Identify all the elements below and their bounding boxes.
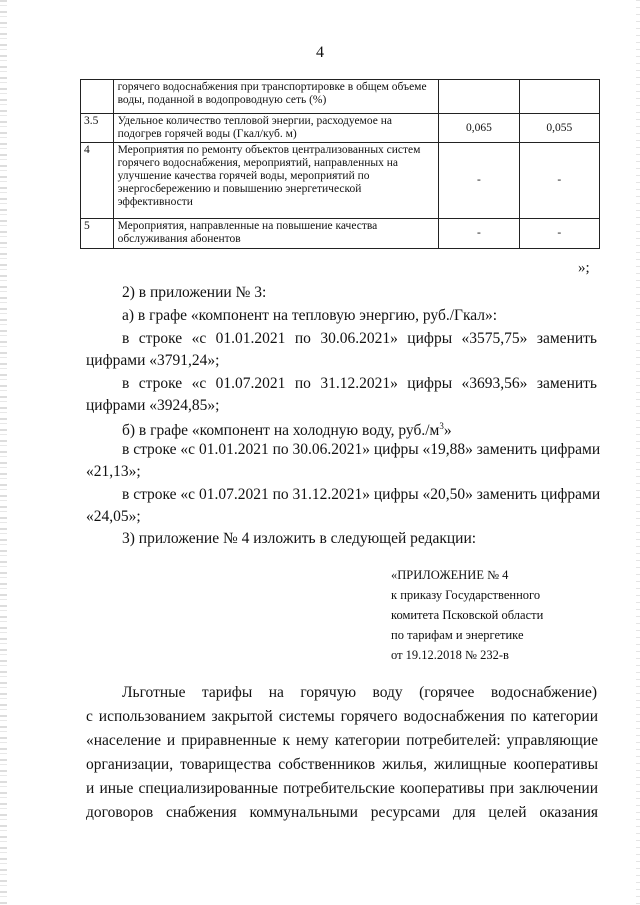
item-2b-superscript: 3 [439,421,444,431]
item-2b-text: б) в графе «компонент на холодную воду, руб./м [122,422,440,440]
appendix-title: «ПРИЛОЖЕНИЕ № 4 [391,568,509,582]
row-description: горячего водоснабжения при транспортировке в общем объеме воды, поданной в водопроводную сеть (%) [113,80,439,114]
item-2a-heading: а) в графе «компонент на тепловую энергию, руб./Гкал»: [122,307,498,324]
item-2b-quote: » [443,422,452,440]
row-number: 3.5 [81,114,114,143]
appendix-line: комитета Псковской области [391,608,544,622]
appendix-line: по тарифам и энергетике [391,628,524,642]
row-value-1: - [439,219,519,249]
item-2a-line-1: в строке «с 01.01.2021 по 30.06.2021» цифры «3575,75» заменить [122,330,597,347]
paragraph-line: договоров снабжения коммунальными ресурсами для целей оказания [86,804,598,821]
row-number: 5 [81,219,114,249]
row-description: Мероприятия по ремонту объектов централизованных систем горячего водоснабжения, мероприятий, направленных на улучшение качества горячей воды, мероприятий по энергосбережению и повышению энергетической эффективности [113,143,439,219]
paragraph-line: и иные специализированные потребительские кооперативы при заключении [86,780,598,797]
page-number: 4 [316,44,324,61]
row-description: Мероприятия, направленные на повышение качества обслуживания абонентов [113,219,439,249]
item-2b-line-1: в строке «с 01.01.2021 по 30.06.2021» цифры «19,88» заменить цифрами [122,441,601,458]
row-value-1: - [439,143,519,219]
row-value-2: - [519,219,599,249]
paragraph-line: с использованием закрытой системы горячего водоснабжения по категории [86,708,598,725]
item-2b-line-2-cont: «24,05»; [86,508,141,525]
item-2b-line-2: в строке «с 01.07.2021 по 31.12.2021» цифры «20,50» заменить цифрами [122,486,601,503]
paragraph-line: Льготные тарифы на горячую воду (горячее водоснабжение) [122,684,597,701]
item-2-heading: 2) в приложении № 3: [122,284,267,301]
appendix-date: от 19.12.2018 № 232-в [391,648,509,662]
item-2b-line-1-cont: «21,13»; [86,463,141,480]
row-value-2: - [519,143,599,219]
paragraph-line: «население и приравненные к нему категории потребителей: управляющие [86,732,598,749]
row-number: 4 [81,143,114,219]
paragraph-line: организации, товарищества собственников жилья, жилищные кооперативы [86,756,598,773]
row-value-2: 0,055 [519,114,599,143]
row-value-1: 0,065 [439,114,519,143]
appendix-line: к приказу Государственного [391,588,541,602]
item-2a-line-2: в строке «с 01.07.2021 по 31.12.2021» цифры «3693,56» заменить [122,375,597,392]
item-2a-line-1-cont: цифрами «3791,24»; [86,352,220,369]
quote-end: »; [578,260,590,276]
item-3-heading: 3) приложение № 4 изложить в следующей редакции: [122,530,477,547]
row-description: Удельное количество тепловой энергии, расходуемое на подогрев горячей воды (Гкал/куб. м) [113,114,439,143]
item-2a-line-2-cont: цифрами «3924,85»; [86,397,220,414]
